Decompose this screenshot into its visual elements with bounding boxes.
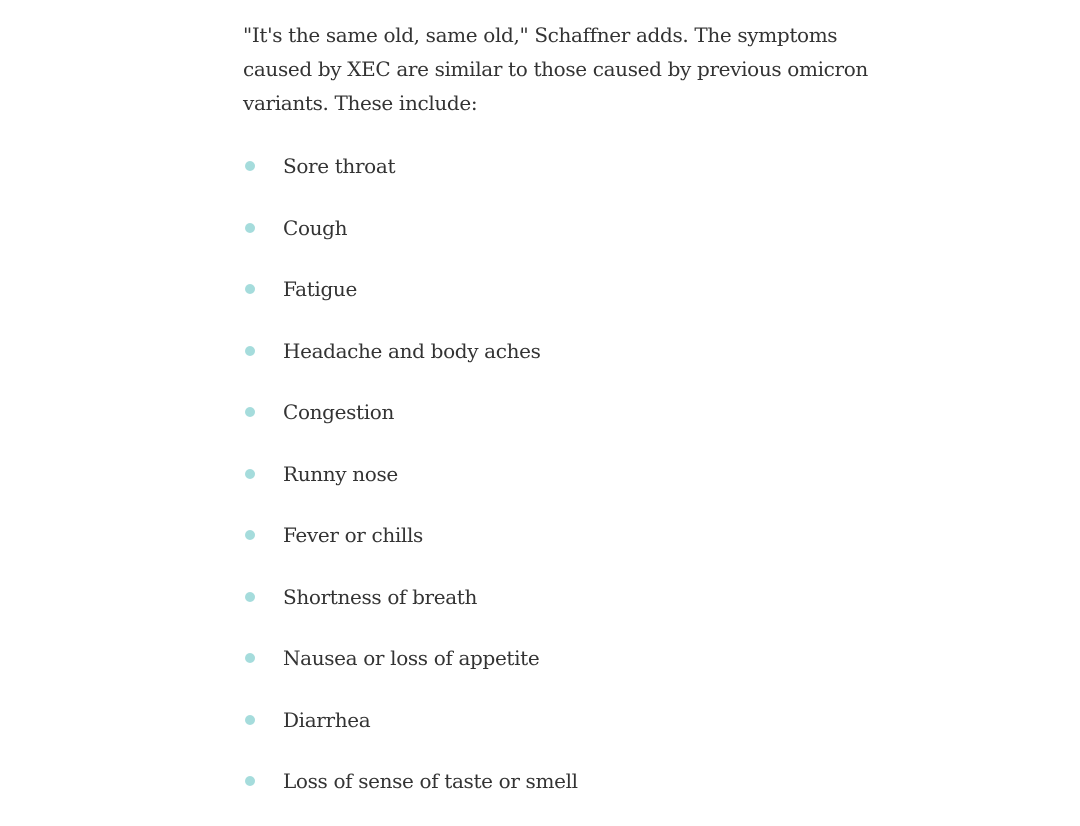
bullet-dot-icon bbox=[245, 469, 255, 479]
symptom-label: Headache and body aches bbox=[283, 338, 541, 363]
bullet-dot-icon bbox=[245, 592, 255, 602]
list-item bbox=[243, 211, 883, 273]
bullet-dot-icon bbox=[245, 161, 255, 171]
intro-paragraph: "It's the same old, same old," Schaffner adds. The symptoms caused by XEC are similar to those caused by previous omicron variants. These include: bbox=[243, 23, 868, 115]
list-item bbox=[243, 334, 883, 396]
list-item bbox=[243, 518, 883, 580]
symptom-label: Runny nose bbox=[283, 461, 398, 486]
bullet-dot-icon bbox=[245, 223, 255, 233]
symptom-label: Sore throat bbox=[283, 154, 396, 178]
symptom-list bbox=[243, 149, 883, 826]
symptom-label: Fever or chills bbox=[283, 523, 423, 547]
list-item bbox=[243, 580, 883, 642]
bullet-dot-icon bbox=[245, 653, 255, 663]
list-item bbox=[243, 457, 883, 519]
symptom-label: Diarrhea bbox=[283, 707, 371, 732]
bullet-dot-icon bbox=[245, 776, 255, 786]
list-item bbox=[243, 272, 883, 334]
bullet-dot-icon bbox=[245, 346, 255, 356]
list-item bbox=[243, 641, 883, 703]
bullet-dot-icon bbox=[245, 284, 255, 294]
symptom-label: Nausea or loss of appetite bbox=[283, 646, 540, 670]
article-body bbox=[243, 18, 883, 793]
list-item bbox=[243, 395, 883, 457]
list-item bbox=[243, 149, 883, 211]
list-item bbox=[243, 703, 883, 765]
symptom-label: Loss of sense of taste or smell bbox=[283, 769, 578, 793]
bullet-dot-icon bbox=[245, 715, 255, 725]
symptom-label: Cough bbox=[283, 215, 348, 240]
symptom-label: Congestion bbox=[283, 400, 394, 424]
bullet-dot-icon bbox=[245, 530, 255, 540]
symptom-label: Fatigue bbox=[283, 277, 357, 301]
list-item bbox=[243, 764, 883, 826]
bullet-dot-icon bbox=[245, 407, 255, 417]
symptom-label: Shortness of breath bbox=[283, 584, 478, 609]
